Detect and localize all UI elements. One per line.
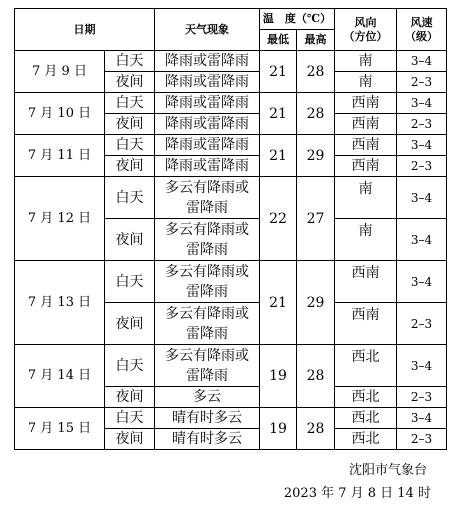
period-cell: 夜间 — [105, 429, 155, 450]
period-cell: 白天 — [105, 93, 155, 114]
period-cell: 夜间 — [105, 72, 155, 93]
header-wind-dir — [335, 9, 397, 51]
table-row — [15, 261, 447, 303]
weather-cell: 多云有降雨或 雷降雨 — [155, 219, 260, 261]
wind-dir-cell: 西南 — [335, 93, 397, 114]
wind-dir-cell: 南 — [335, 51, 397, 72]
temp-high-cell: 28 — [297, 51, 335, 93]
wind-lvl-cell: 2–3 — [397, 114, 447, 135]
wind-lvl-cell: 3–4 — [397, 219, 447, 261]
weather-cell: 多云有降雨或 雷降雨 — [155, 261, 260, 303]
date-cell: 7 月 9 日 — [15, 51, 105, 93]
temp-low-cell: 21 — [260, 261, 297, 345]
date-cell: 7 月 11 日 — [15, 135, 105, 177]
temp-low-cell: 19 — [260, 345, 297, 408]
period-cell: 夜间 — [105, 114, 155, 135]
table-row — [15, 177, 447, 219]
table-row — [15, 135, 447, 156]
header-wind-lvl — [397, 9, 447, 51]
wind-dir-cell: 西南 — [335, 135, 397, 156]
period-cell: 夜间 — [105, 219, 155, 261]
date-cell: 7 月 12 日 — [15, 177, 105, 261]
weather-cell: 晴有时多云 — [155, 408, 260, 429]
temp-high-cell: 27 — [297, 177, 335, 261]
temp-low-cell: 21 — [260, 51, 297, 93]
date-cell: 7 月 15 日 — [15, 408, 105, 450]
temp-high-cell: 29 — [297, 261, 335, 345]
temp-high-cell: 28 — [297, 345, 335, 408]
weather-cell: 晴有时多云 — [155, 429, 260, 450]
header-temp-low: 最低 — [260, 30, 297, 51]
wind-lvl-cell: 2–3 — [397, 303, 447, 345]
period-cell: 夜间 — [105, 303, 155, 345]
table-row — [15, 345, 447, 387]
forecast-body — [15, 51, 447, 450]
wind-dir-cell: 西南 — [335, 261, 397, 303]
temp-low-cell: 21 — [260, 93, 297, 135]
wind-dir-cell: 南 — [335, 177, 397, 219]
period-cell: 白天 — [105, 261, 155, 303]
period-cell: 白天 — [105, 345, 155, 387]
weather-cell: 多云有降雨或 雷降雨 — [155, 345, 260, 387]
wind-lvl-cell: 2–3 — [397, 72, 447, 93]
wind-dir-label: 风向 （方位） — [343, 15, 388, 43]
wind-lvl-cell: 3–4 — [397, 135, 447, 156]
temp-high-cell: 29 — [297, 135, 335, 177]
date-cell: 7 月 13 日 — [15, 261, 105, 345]
header-date: 日期 — [15, 9, 155, 51]
table-row — [15, 408, 447, 429]
temp-low-cell: 19 — [260, 408, 297, 450]
wind-lvl-cell: 3–4 — [397, 177, 447, 219]
wind-dir-cell: 西北 — [335, 345, 397, 387]
date-cell: 7 月 10 日 — [15, 93, 105, 135]
wind-lvl-cell: 3–4 — [397, 51, 447, 72]
date-cell: 7 月 14 日 — [15, 345, 105, 408]
header-temp-high: 最高 — [297, 30, 335, 51]
wind-dir-cell: 南 — [335, 72, 397, 93]
temp-low-cell: 22 — [260, 177, 297, 261]
wind-dir-cell: 南 — [335, 219, 397, 261]
weather-cell: 降雨或雷降雨 — [155, 51, 260, 72]
wind-dir-cell: 西北 — [335, 429, 397, 450]
issuer: 沈阳市气象台 — [348, 463, 427, 478]
wind-lvl-cell: 2–3 — [397, 156, 447, 177]
header-weather: 天气现象 — [155, 9, 260, 51]
header-temp: 温 度（℃） — [260, 9, 335, 30]
weather-cell: 多云有降雨或 雷降雨 — [155, 177, 260, 219]
period-cell: 夜间 — [105, 387, 155, 408]
period-cell: 白天 — [105, 51, 155, 72]
weather-cell: 降雨或雷降雨 — [155, 72, 260, 93]
forecast-table — [14, 8, 447, 450]
period-cell: 白天 — [105, 408, 155, 429]
wind-dir-cell: 西北 — [335, 408, 397, 429]
period-cell: 白天 — [105, 135, 155, 156]
period-cell: 夜间 — [105, 156, 155, 177]
weather-cell: 多云 — [155, 387, 260, 408]
wind-lvl-cell: 3–4 — [397, 408, 447, 429]
table-row — [15, 51, 447, 72]
wind-lvl-cell: 2–3 — [397, 387, 447, 408]
wind-lvl-label: 风速 （级） — [405, 15, 438, 43]
wind-lvl-cell: 3–4 — [397, 345, 447, 387]
weather-cell: 降雨或雷降雨 — [155, 156, 260, 177]
period-cell: 白天 — [105, 177, 155, 219]
wind-lvl-cell: 3–4 — [397, 261, 447, 303]
wind-dir-cell: 西南 — [335, 114, 397, 135]
wind-dir-cell: 西北 — [335, 387, 397, 408]
table-row — [15, 93, 447, 114]
wind-lvl-cell: 2–3 — [397, 429, 447, 450]
issue-time: 2023 年 7 月 8 日 14 时 — [283, 486, 431, 501]
temp-low-cell: 21 — [260, 135, 297, 177]
weather-cell: 多云有降雨或 雷降雨 — [155, 303, 260, 345]
weather-cell: 降雨或雷降雨 — [155, 93, 260, 114]
wind-lvl-cell: 3–4 — [397, 93, 447, 114]
temp-high-cell: 28 — [297, 93, 335, 135]
wind-dir-cell: 西南 — [335, 303, 397, 345]
weather-cell: 降雨或雷降雨 — [155, 114, 260, 135]
temp-high-cell: 28 — [297, 408, 335, 450]
weather-cell: 降雨或雷降雨 — [155, 135, 260, 156]
wind-dir-cell: 西南 — [335, 156, 397, 177]
